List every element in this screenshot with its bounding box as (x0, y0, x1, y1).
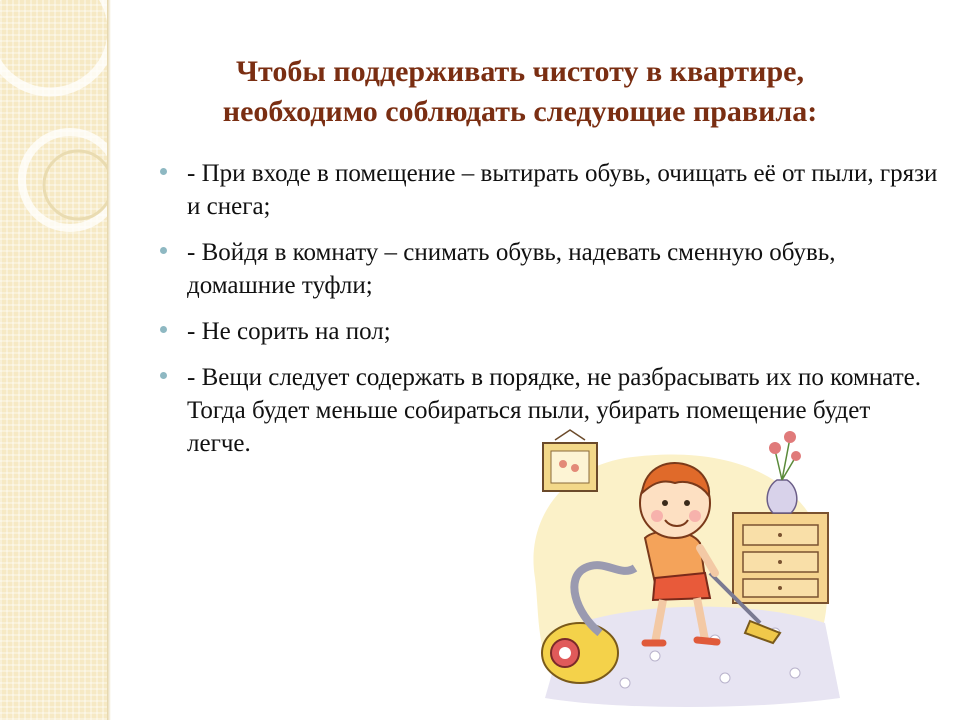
bullet-icon (160, 247, 167, 254)
rule-text: - Не сорить на пол; (187, 318, 391, 345)
boy-vacuuming-illustration (505, 428, 845, 708)
title-line-1: Чтобы поддерживать чистоту в квартире, (236, 55, 804, 88)
rule-item (160, 315, 940, 348)
rules-list (160, 157, 940, 473)
rule-item (160, 157, 940, 223)
slide-title (150, 52, 890, 132)
decorative-side-panel (0, 0, 107, 720)
rule-text: - Вещи следует содержать в порядке, не разбрасывать их по комнате. Тогда будет меньше собираться пыли, убирать помещение будет легче. (187, 364, 921, 457)
bullet-icon (160, 372, 167, 379)
title-line-2: необходимо соблюдать следующие правила: (222, 95, 818, 128)
panel-edge-shadow (107, 0, 111, 720)
rule-text: - При входе в помещение – вытирать обувь, очищать её от пыли, грязи и снега; (187, 160, 938, 220)
bullet-icon (160, 168, 167, 175)
rule-text: - Войдя в комнату – снимать обувь, надевать сменную обувь, домашние туфли; (187, 239, 836, 299)
bullet-icon (160, 326, 167, 333)
rule-item (160, 236, 940, 302)
decorative-rings-icon (0, 0, 107, 720)
